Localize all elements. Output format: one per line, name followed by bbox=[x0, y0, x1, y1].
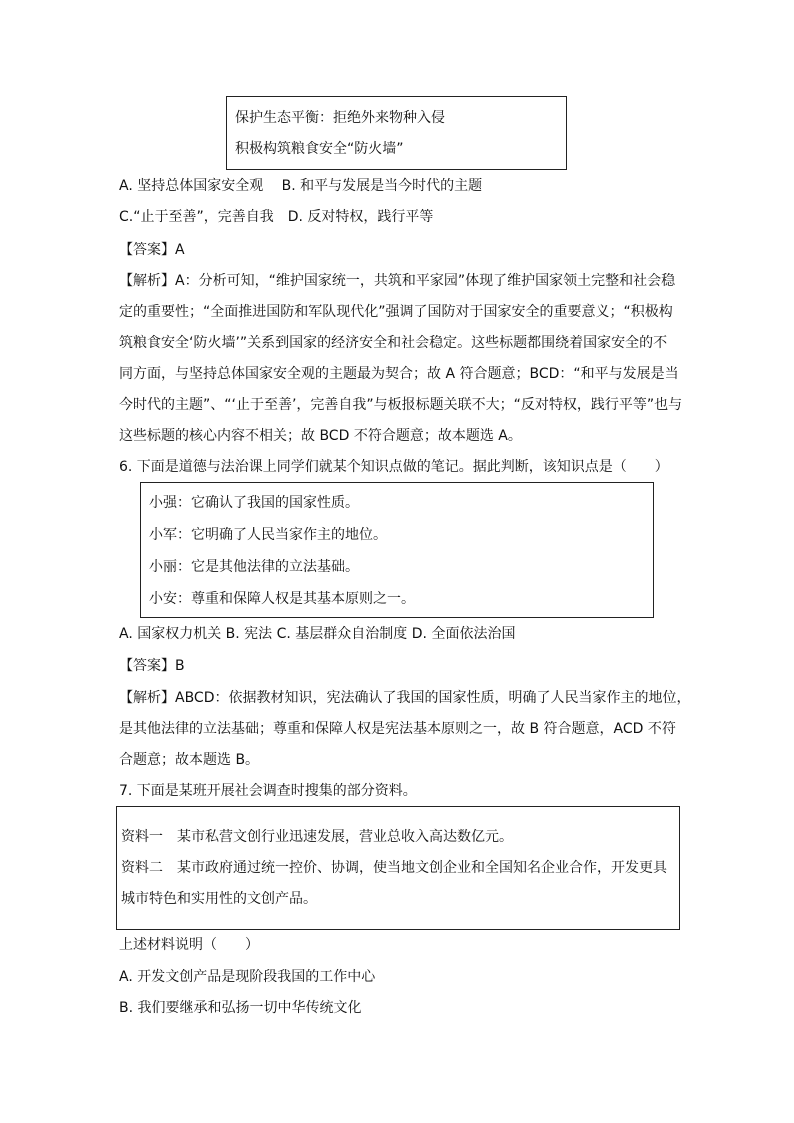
q6-note-line: 小强：它确认了我国的国家性质。 bbox=[149, 495, 359, 511]
q7-option-a: A. 开发文创产品是现阶段我国的工作中心 bbox=[119, 969, 376, 985]
q6-analysis-line: 合题意；故本题选 B。 bbox=[119, 752, 260, 768]
q5-options-row2: C.“止于至善”，完善自我 D. 反对特权，践行平等 bbox=[119, 209, 434, 225]
q7-option-b: B. 我们要继承和弘扬一切中华传统文化 bbox=[119, 1000, 362, 1016]
q6-notes-box bbox=[140, 482, 654, 618]
q6-answer: 【答案】B bbox=[119, 658, 185, 674]
q5-answer: 【答案】A bbox=[119, 242, 185, 258]
q6-note-line: 小安：尊重和保障人权是其基本原则之一。 bbox=[149, 591, 415, 607]
q5-analysis-line: 同方面，与坚持总体国家安全观的主题最为契合；故 A 符合题意；BCD：“和平与发展是当 bbox=[119, 366, 679, 382]
q5-analysis-line: 定的重要性；“全面推进国防和军队现代化”强调了国防对于国家安全的重要意义；“积极构 bbox=[119, 304, 673, 320]
q6-note-line: 小军：它明确了人民当家作主的地位。 bbox=[149, 527, 387, 543]
q7-question: 上述材料说明（ ） bbox=[119, 937, 259, 953]
q6-options: A. 国家权力机关 B. 宪法 C. 基层群众自治制度 D. 全面依法治国 bbox=[119, 626, 516, 642]
q7-box-line: 资料一 某市私营文创行业迅速发展，营业总收入高达数亿元。 bbox=[121, 829, 513, 845]
q6-note-line: 小丽：它是其他法律的立法基础。 bbox=[149, 559, 359, 575]
q7-box-line: 资料二 某市政府通过统一控价、协调，使当地文创企业和全国知名企业合作，开发更具 bbox=[121, 860, 667, 876]
q5-analysis-line: 筑粮食安全‘防火墙’”关系到国家的经济安全和社会稳定。这些标题都围绕着国家安全的不 bbox=[119, 335, 668, 351]
q5-analysis-line: 【解析】A：分析可知，“维护国家统一，共筑和平家园”体现了维护国家领土完整和社会稳 bbox=[119, 273, 676, 289]
q6-analysis-line: 【解析】ABCD：依据教材知识，宪法确认了我国的国家性质，明确了人民当家作主的地位， bbox=[119, 690, 691, 706]
q5-box-line: 积极构筑粮食安全“防火墙” bbox=[235, 141, 404, 157]
q5-material-box bbox=[226, 96, 567, 170]
q5-analysis-line: 这些标题的核心内容不相关；故 BCD 不符合题意；故本题选 A。 bbox=[119, 428, 522, 444]
q7-stem: 7. 下面是某班开展社会调查时搜集的部分资料。 bbox=[119, 783, 417, 799]
q6-analysis-line: 是其他法律的立法基础；尊重和保障人权是宪法基本原则之一，故 B 符合题意，ACD 不符 bbox=[119, 721, 676, 737]
q5-options-row1: A. 坚持总体国家安全观 B. 和平与发展是当今时代的主题 bbox=[119, 178, 483, 194]
q6-stem: 6. 下面是道德与法治课上同学们就某个知识点做的笔记。据此判断，该知识点是（ ） bbox=[119, 459, 669, 475]
q5-box-line: 保护生态平衡：拒绝外来物种入侵 bbox=[235, 110, 445, 126]
q5-analysis-line: 今时代的主题”、“‘止于至善’，完善自我”与板报标题关联不大；“反对特权，践行平等”也与 bbox=[119, 397, 683, 413]
q7-box-line: 城市特色和实用性的文创产品。 bbox=[121, 891, 317, 907]
q7-material-box bbox=[116, 806, 680, 930]
